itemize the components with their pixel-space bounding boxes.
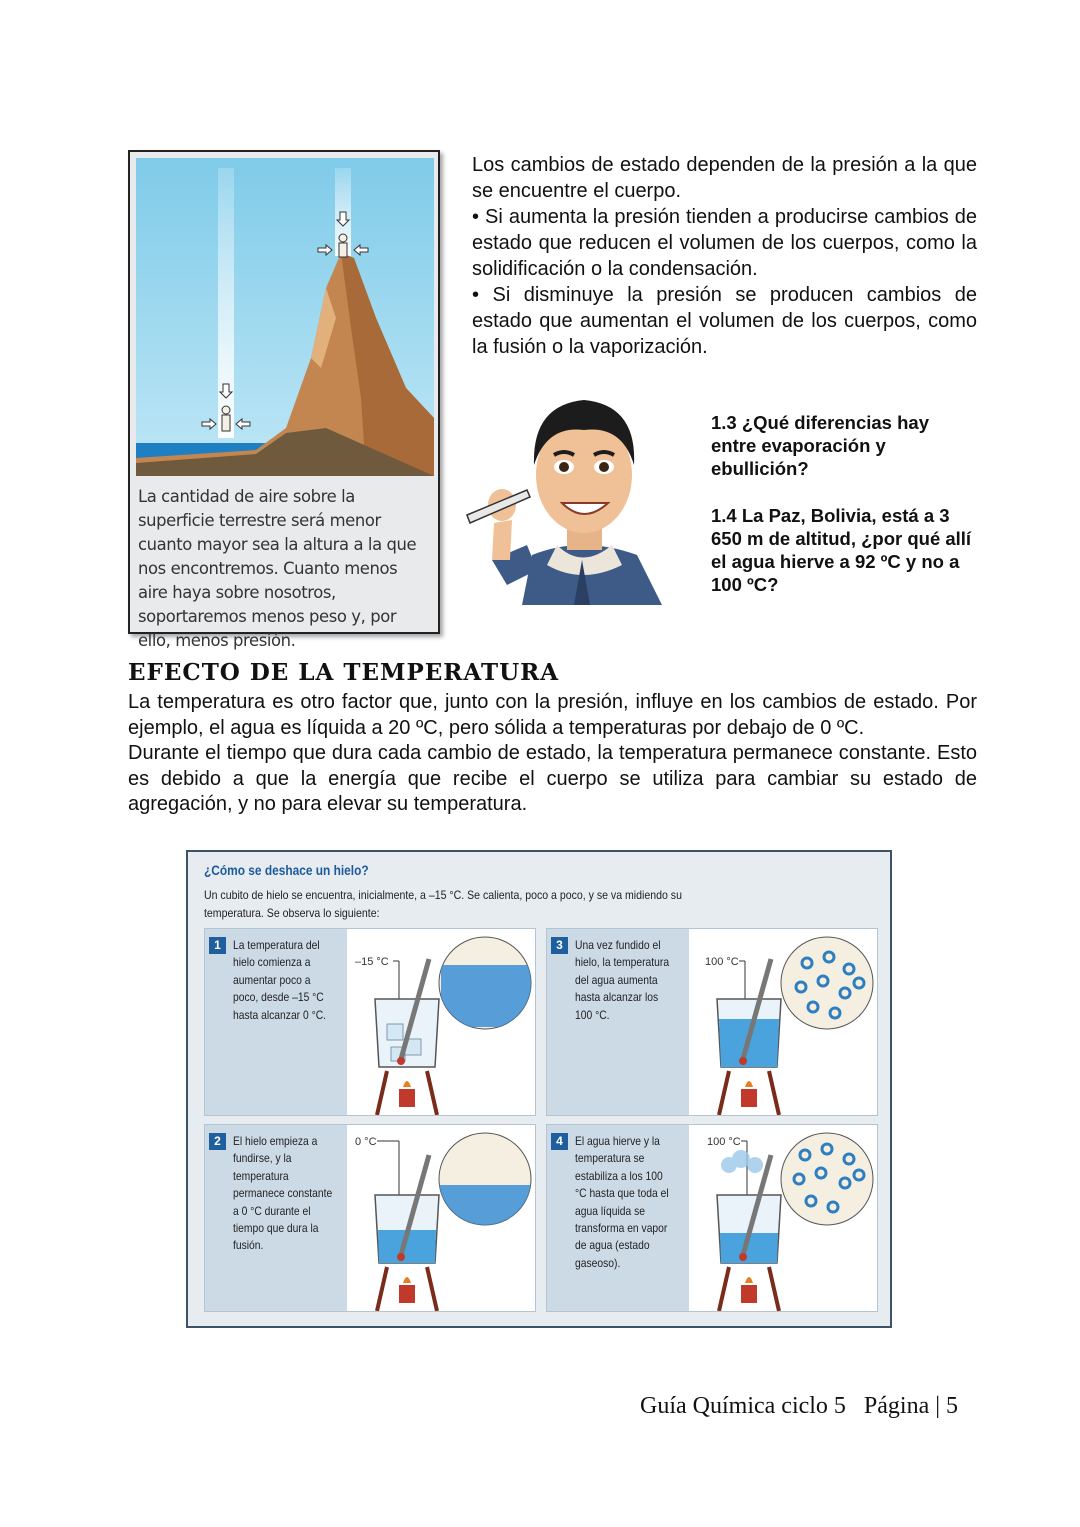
stage-number: 3 — [551, 937, 568, 954]
infographic-title: ¿Cómo se deshace un hielo? — [204, 862, 369, 878]
stage-panel-1 — [204, 928, 536, 1116]
pressure-bullet-decrease: • Si disminuye la presión se producen cambios de estado que aumentan el volumen de los cuerpos, como la fusión o la vaporización. — [472, 284, 977, 358]
temperature-paragraph-2: Durante el tiempo que dura cada cambio de estado, la temperatura permanece constante. Esto es debido a que la energía que recibe el cuerpo se utiliza para cambiar su estado de agregación, y no para elevar su temperatura. — [128, 742, 977, 815]
stage-panel-3 — [546, 928, 878, 1116]
stage-number: 2 — [209, 1133, 226, 1150]
temperature-label: 100 °C — [705, 956, 739, 968]
stage-text: El agua hierve y la temperatura se estabiliza a los 100 °C hasta que toda el agua líquida se transforma en vapor de agua (estado gaseoso). — [575, 1134, 669, 1270]
question-1-4: 1.4 La Paz, Bolivia, está a 3 650 m de altitud, ¿por qué allí el agua hierve a 92 ºC y no a 100 ºC? — [711, 505, 972, 595]
pressure-text — [472, 152, 977, 360]
stage-text: Una vez fundido el hielo, la temperatura del agua aumenta hasta alcanzar los 100 °C. — [575, 938, 670, 1022]
question-1-3: 1.3 ¿Qué diferencias hay entre evaporación y ebullición? — [711, 412, 929, 479]
page-footer: Guía Química ciclo 5 Página | 5 — [640, 1393, 959, 1419]
temperature-paragraph-1: La temperatura es otro factor que, junto con la presión, influye en los cambios de estado. Por ejemplo, el agua es líquida a 20 ºC, pero sólida a temperaturas por debajo de 0 ºC. — [128, 691, 977, 739]
questions — [711, 411, 976, 620]
mountain-caption: La cantidad de aire sobre la superficie terrestre será menor cuanto mayor sea la altura a la que nos encontremos. Cuanto menos aire haya sobre nosotros, soportaremos menos peso y, por ello, menos presión. — [138, 487, 417, 650]
infographic-intro: Un cubito de hielo se encuentra, inicialmente, a –15 °C. Se calienta, poco a poco, y se va midiendo su temperatura. Se observa lo siguiente: — [204, 888, 682, 920]
pressure-intro: Los cambios de estado dependen de la presión a la que se encuentre el cuerpo. — [472, 154, 977, 202]
steam-icon — [721, 1150, 763, 1173]
beaker-boiling-illustration — [689, 1125, 877, 1311]
pressure-bullet-increase: • Si aumenta la presión tienden a producirse cambios de estado que reducen el volumen de los cuerpos, como la solidificación o la condensación. — [472, 206, 977, 280]
beaker-liquid-illustration — [689, 929, 877, 1115]
beaker-ice-illustration — [347, 929, 535, 1115]
temperature-label: –15 °C — [355, 956, 389, 968]
stage-text: La temperatura del hielo comienza a aumentar poco a poco, desde –15 °C hasta alcanzar 0 °C. — [233, 938, 327, 1022]
person-top-icon — [339, 234, 347, 257]
person-bottom-icon — [222, 406, 230, 431]
stage-panel-4 — [546, 1124, 878, 1312]
ice-melting-infographic — [186, 850, 892, 1328]
temperature-label: 100 °C — [707, 1136, 741, 1148]
beaker-melting-illustration — [347, 1125, 535, 1311]
temperature-text — [128, 690, 977, 818]
stage-number: 1 — [209, 937, 226, 954]
stage-panel-2 — [204, 1124, 536, 1312]
temperature-label: 0 °C — [355, 1136, 377, 1148]
stage-number: 4 — [551, 1133, 568, 1150]
section-heading: EFECTO DE LA TEMPERATURA — [128, 659, 560, 686]
teacher-avatar — [462, 395, 687, 605]
mountain-illustration — [136, 158, 434, 476]
stage-text: El hielo empieza a fundirse, y la temperatura permanece constante a 0 °C durante el tiempo que dura la fusión. — [233, 1134, 333, 1253]
mountain-pressure-figure — [128, 150, 440, 650]
